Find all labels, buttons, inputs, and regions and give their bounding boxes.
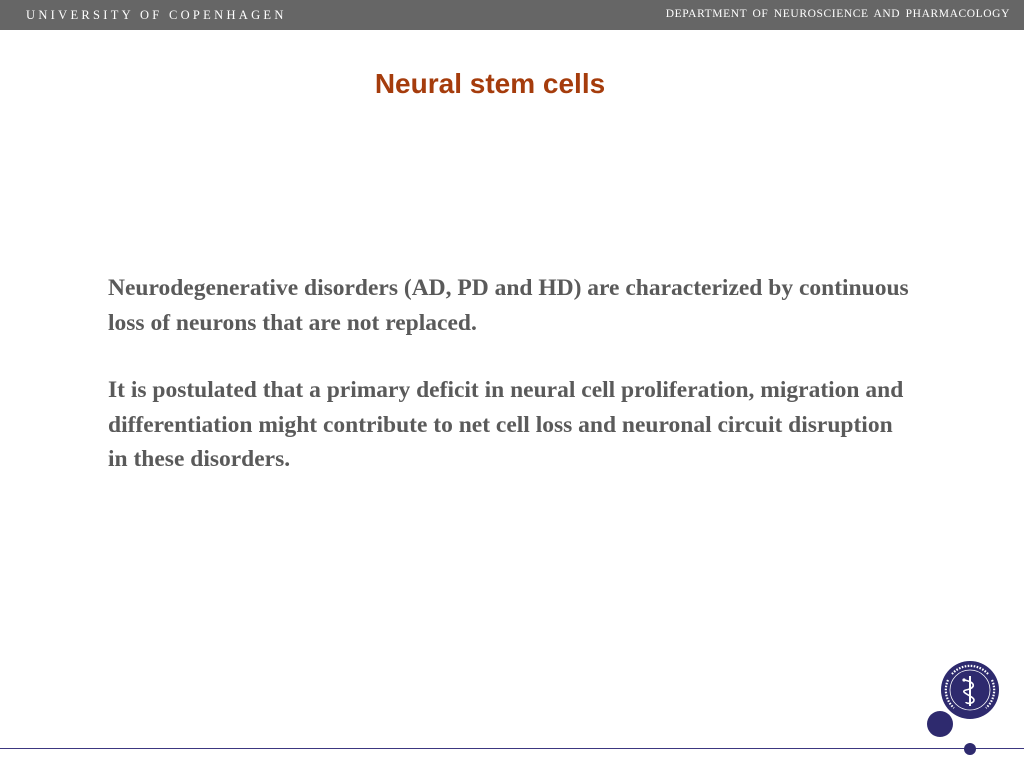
header-bar [0,0,1024,30]
slide-title: Neural stem cells [374,68,606,99]
body-paragraph: Neurodegenerative disorders (AD, PD and HD) are characterized by continuous loss of neurons that are not replaced. [108,275,909,336]
department-name: DEPARTMENT OF NEUROSCIENCE AND PHARMACOLOGY [665,8,1010,20]
decorative-dot-large [927,711,953,737]
decorative-dot-small [964,743,976,755]
university-name: UNIVERSITY OF COPENHAGEN [26,8,287,22]
university-seal-icon [940,660,1000,720]
footer-divider [0,748,1024,749]
slide-body [108,271,918,510]
body-paragraph: It is postulated that a primary deficit in neural cell proliferation, migration and differentiation might contribute to net cell loss and neuronal circuit disruption in these disorders. [108,377,904,472]
